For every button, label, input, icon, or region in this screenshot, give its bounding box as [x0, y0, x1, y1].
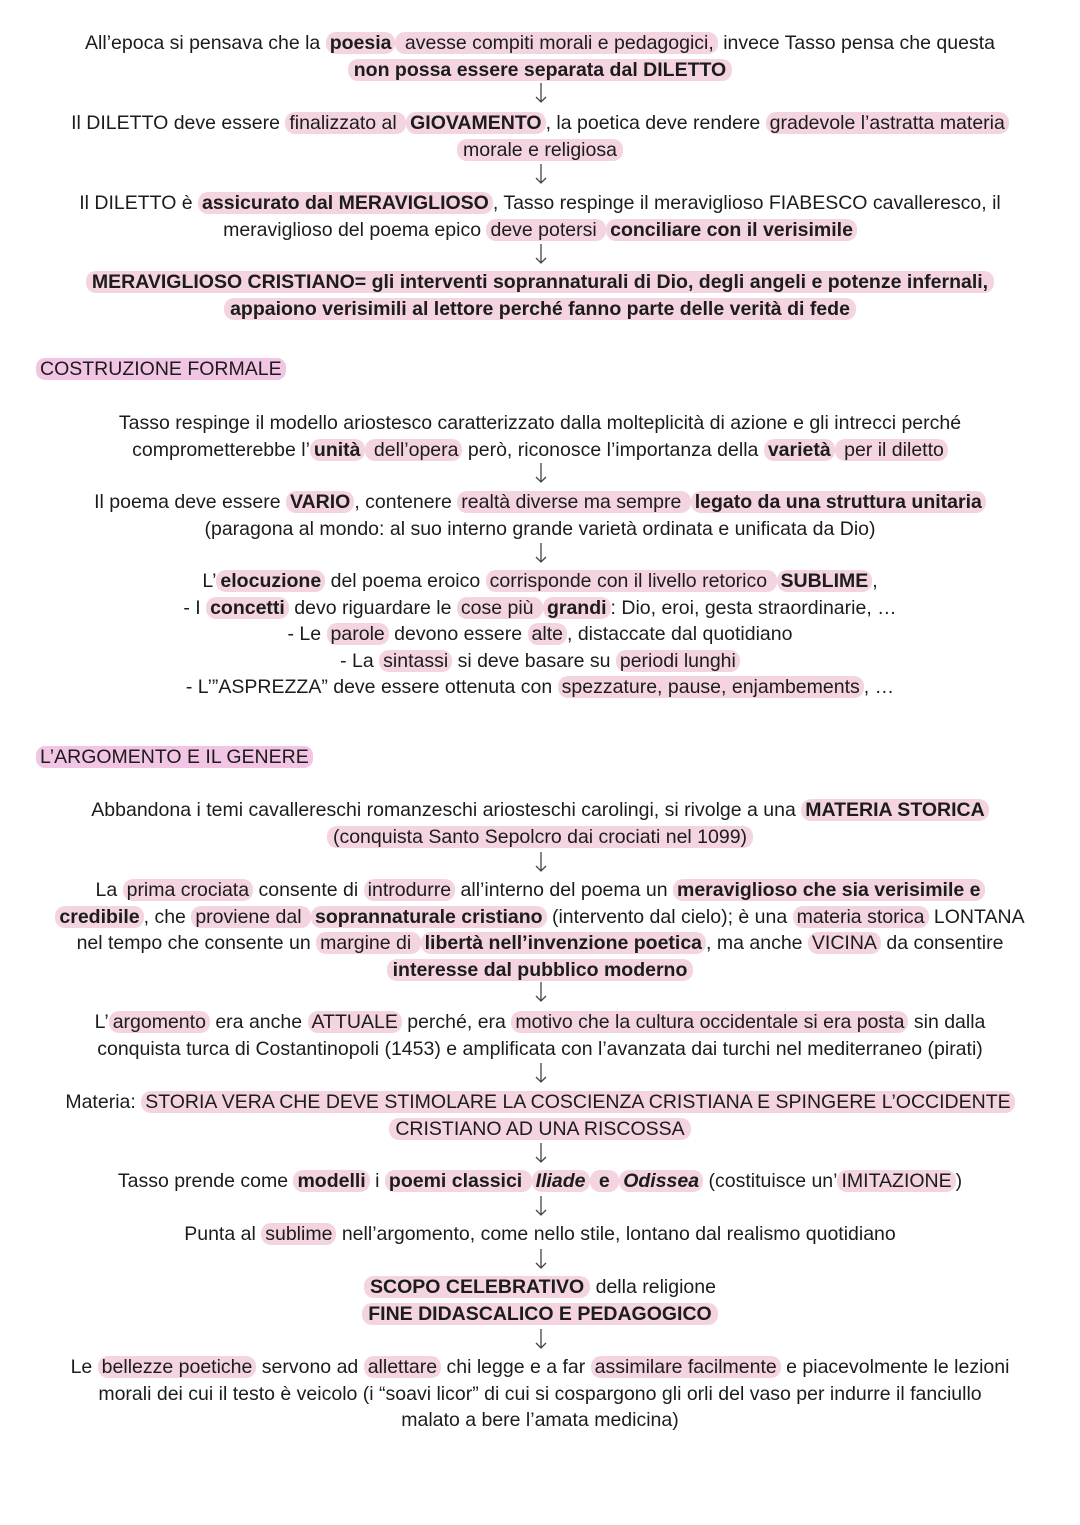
hl-poesia: poesia	[326, 32, 396, 54]
block-poema-vario: Il poema deve essere VARIO , contenere realtà diverse ma sempre legato da una struttura unitaria (paragona al mondo: al suo interno grande varietà ordinata e unificata da Dio)	[30, 489, 1050, 542]
block-meraviglioso-cristiano: MERAVIGLIOSO CRISTIANO= gli interventi soprannaturali di Dio, degli angeli e potenze infernali, appaiono verisimili al lettore perché fanno parte delle verità di fede	[30, 269, 1050, 322]
block-attuale: L’ argomento era anche ATTUALE perché, era motivo che la cultura occidentale si era posta sin dalla conquista turca di Costantinopoli (1453) e amplificata con l’avanzata dai turchi nel mediterraneo (pirati)	[94, 1011, 986, 1060]
down-arrow-icon	[533, 542, 549, 564]
block-bellezze-poetiche: Le bellezze poetiche servono ad allettare chi legge e a far assimilare facilmente e piacevolmente le lezioni morali dei cui il testo è veicolo (i “soavi licor” di cui si cospargono gli orli del vaso per indurre il fanciullo malato a bere l’amata medicina)	[70, 1356, 1010, 1431]
down-arrow-icon	[533, 82, 549, 104]
block-diletto-giovamento: Il DILETTO deve essere finalizzato al GIOVAMENTO , la poetica deve rendere gradevole l’astratta materia morale e religiosa	[30, 110, 1050, 163]
block-poesia-diletto: All’epoca si pensava che la poesia avesse compiti morali e pedagogici, invece Tasso pensa che questa non possa essere separata dal DILETTO	[85, 32, 995, 81]
down-arrow-icon	[533, 1142, 549, 1164]
down-arrow-icon	[533, 1062, 549, 1084]
down-arrow-icon	[533, 462, 549, 484]
block-modello-ariostesco: Tasso respinge il modello ariostesco caratterizzato dalla molteplicità di azione e gli intrecci perché comprometterebbe l’ unità dell’opera però, riconosce l’importanza della varietà per il diletto	[118, 412, 962, 461]
list-item: - L’”ASPREZZA” deve essere ottenuta con spezzature, pause, enjambements , …	[185, 676, 895, 698]
down-arrow-icon	[533, 1328, 549, 1350]
block-storia-vera: Materia: STORIA VERA CHE DEVE STIMOLARE LA COSCIENZA CRISTIANA E SPINGERE L’OCCIDENTE CRISTIANO AD UNA RISCOSSA	[30, 1089, 1050, 1142]
down-arrow-icon	[533, 851, 549, 873]
block-elocuzione: L’ elocuzione del poema eroico corrisponde con il livello retorico SUBLIME , - I concetti devo riguardare le cose più grandi : Dio, eroi, gesta straordinarie, … - Le parole devono essere alte , distaccate dal quotidiano - La sintassi si deve basare su periodi lunghi - L’”ASPREZZA” deve essere ottenuta con spezzature, pause, enjambements , …	[30, 568, 1050, 701]
heading-argomento-genere: L’ARGOMENTO E IL GENERE	[36, 744, 1050, 771]
down-arrow-icon	[533, 1195, 549, 1217]
list-item: - I concetti devo riguardare le cose più grandi : Dio, eroi, gesta straordinarie, …	[183, 596, 897, 619]
block-modelli-classici: Tasso prende come modelli i poemi classici Iliade e Odissea (costituisce un’ IMITAZIONE )	[117, 1170, 963, 1192]
block-scopo: SCOPO CELEBRATIVO della religione FINE DIDASCALICO E PEDAGOGICO	[30, 1274, 1050, 1327]
block-sublime: Punta al sublime nell’argomento, come nello stile, lontano dal realismo quotidiano	[184, 1223, 896, 1245]
block-meraviglioso: Il DILETTO è assicurato dal MERAVIGLIOSO , Tasso respinge il meraviglioso FIABESCO cavalleresco, il meraviglioso del poema epico deve potersi conciliare con il verisimile	[79, 192, 1001, 241]
hl-non-possa: non possa essere separata dal DILETTO	[348, 59, 732, 81]
down-arrow-icon	[533, 243, 549, 265]
down-arrow-icon	[533, 163, 549, 185]
down-arrow-icon	[533, 981, 549, 1003]
list-item: - La sintassi si deve basare su periodi lunghi	[30, 648, 1050, 675]
down-arrow-icon	[533, 1248, 549, 1270]
block-prima-crociata: La prima crociata consente di introdurre all’interno del poema un meraviglioso che sia verisimile e credibile , che proviene dal soprannaturale cristiano (intervento dal cielo); è una materia storica LONTANA nel tempo che consente un margine di libertà nell’invenzione poetica , ma anche VICINA da consentire interesse dal pubblico moderno	[30, 877, 1050, 983]
block-materia-storica: Abbandona i temi cavallereschi romanzeschi ariosteschi carolingi, si rivolge a una MATERIA STORICA (conquista Santo Sepolcro dai crociati nel 1099)	[30, 797, 1050, 850]
list-item: - Le parole devono essere alte , distaccate dal quotidiano	[287, 623, 793, 645]
heading-costruzione-formale: COSTRUZIONE FORMALE	[36, 356, 1050, 383]
